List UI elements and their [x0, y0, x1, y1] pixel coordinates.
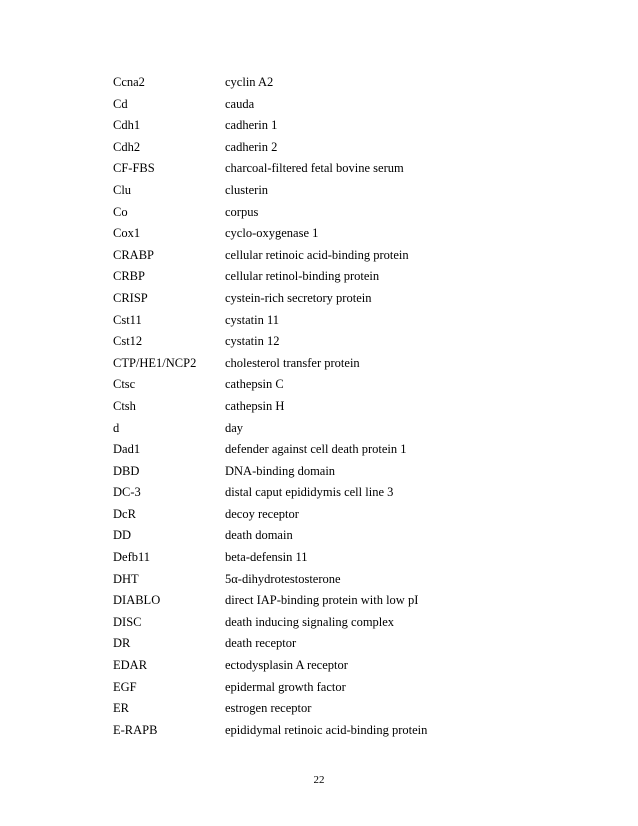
abbreviation-row	[113, 698, 533, 720]
abbreviation-row	[113, 547, 533, 569]
abbreviation-term: Ctsc	[113, 377, 136, 392]
abbreviation-definition: distal caput epididymis cell line 3	[225, 485, 394, 500]
abbreviation-definition: estrogen receptor	[225, 701, 312, 716]
abbreviation-term: DcR	[113, 506, 136, 521]
abbreviation-definition: cystatin 12	[225, 334, 280, 349]
abbreviation-definition: DNA-binding domain	[225, 463, 336, 478]
abbreviation-definition: corpus	[225, 204, 259, 219]
abbreviation-term: Cst12	[113, 334, 143, 349]
abbreviation-definition: cholesterol transfer protein	[225, 355, 360, 370]
abbreviation-row	[113, 115, 533, 137]
abbreviation-row	[113, 245, 533, 267]
abbreviation-definition: charcoal-filtered fetal bovine serum	[225, 161, 404, 176]
abbreviation-row	[113, 331, 533, 353]
abbreviation-term: ER	[113, 701, 129, 716]
abbreviation-term: DHT	[113, 571, 139, 586]
abbreviation-row	[113, 439, 533, 461]
abbreviation-row	[113, 202, 533, 224]
abbreviation-row	[113, 569, 533, 591]
abbreviation-row	[113, 266, 533, 288]
abbreviation-definition: beta-defensin 11	[225, 550, 308, 565]
abbreviation-term: EDAR	[113, 658, 148, 673]
abbreviation-term: DR	[113, 636, 131, 651]
abbreviation-definition: death receptor	[225, 636, 297, 651]
abbreviation-definition: epididymal retinoic acid-binding protein	[225, 722, 428, 737]
abbreviation-term: CTP/HE1/NCP2	[113, 355, 197, 370]
abbreviation-term: Cst11	[113, 312, 142, 327]
abbreviation-definition: cyclo-oxygenase 1	[225, 226, 319, 241]
abbreviation-row	[113, 94, 533, 116]
abbreviation-term: Cd	[113, 96, 128, 111]
abbreviation-row	[113, 374, 533, 396]
abbreviation-row	[113, 677, 533, 699]
abbreviation-definition: ectodysplasin A receptor	[225, 658, 348, 673]
abbreviation-term: DD	[113, 528, 132, 543]
abbreviation-term: DC-3	[113, 485, 141, 500]
abbreviation-term: CRBP	[113, 269, 145, 284]
abbreviation-term: Co	[113, 204, 128, 219]
abbreviation-definition: epidermal growth factor	[225, 679, 346, 694]
abbreviation-term: Ccna2	[113, 75, 145, 89]
abbreviation-definition: direct IAP-binding protein with low pI	[225, 593, 419, 608]
abbreviation-row	[113, 590, 533, 612]
abbreviation-definition: clusterin	[225, 182, 269, 197]
abbreviation-row	[113, 180, 533, 202]
abbreviation-term: Ctsh	[113, 398, 136, 413]
abbreviation-term: Cox1	[113, 226, 141, 241]
abbreviation-term: Dad1	[113, 442, 141, 457]
abbreviation-row	[113, 158, 533, 180]
abbreviation-row	[113, 461, 533, 483]
abbreviation-definition: cyclin A2	[225, 75, 274, 89]
abbreviation-term: Cdh1	[113, 118, 141, 133]
abbreviation-definition: death inducing signaling complex	[225, 614, 395, 629]
abbreviation-definition: decoy receptor	[225, 506, 299, 521]
abbreviation-definition: 5α-dihydrotestosterone	[225, 571, 341, 586]
abbreviation-definition: death domain	[225, 528, 293, 543]
abbreviation-row	[113, 418, 533, 440]
abbreviation-row	[113, 655, 533, 677]
abbreviation-definition: cathepsin C	[225, 377, 284, 392]
abbreviation-row	[113, 396, 533, 418]
abbreviation-term: EGF	[113, 679, 137, 694]
abbreviation-definition: cellular retinoic acid-binding protein	[225, 247, 409, 262]
page-number: 22	[313, 774, 325, 786]
abbreviation-term: E-RAPB	[113, 722, 158, 737]
abbreviation-row	[113, 310, 533, 332]
abbreviation-term: CRABP	[113, 247, 154, 262]
abbreviation-row	[113, 720, 533, 742]
abbreviation-term: DIABLO	[113, 593, 161, 608]
abbreviation-row	[113, 72, 533, 94]
abbreviation-term: d	[113, 420, 120, 435]
abbreviation-term: DBD	[113, 463, 140, 478]
abbreviation-definition: cathepsin H	[225, 398, 285, 413]
abbreviation-term: CRISP	[113, 290, 148, 305]
abbreviation-list	[113, 72, 533, 741]
abbreviation-row	[113, 633, 533, 655]
abbreviation-row	[113, 482, 533, 504]
abbreviation-term: DISC	[113, 614, 142, 629]
abbreviation-definition: day	[225, 420, 244, 435]
abbreviation-term: Defb11	[113, 550, 151, 565]
abbreviation-row	[113, 353, 533, 375]
abbreviation-definition: defender against cell death protein 1	[225, 442, 407, 457]
abbreviation-definition: cellular retinol-binding protein	[225, 269, 380, 284]
abbreviation-definition: cystatin 11	[225, 312, 280, 327]
abbreviation-row	[113, 288, 533, 310]
abbreviation-row	[113, 525, 533, 547]
abbreviation-row	[113, 504, 533, 526]
abbreviation-term: Clu	[113, 182, 132, 197]
abbreviation-definition: cystein-rich secretory protein	[225, 290, 372, 305]
abbreviation-row	[113, 223, 533, 245]
abbreviation-definition: cadherin 2	[225, 139, 278, 154]
abbreviation-term: CF-FBS	[113, 161, 155, 176]
abbreviation-term: Cdh2	[113, 139, 141, 154]
abbreviation-row	[113, 137, 533, 159]
abbreviation-definition: cauda	[225, 96, 255, 111]
abbreviation-row	[113, 612, 533, 634]
abbreviation-definition: cadherin 1	[225, 118, 278, 133]
